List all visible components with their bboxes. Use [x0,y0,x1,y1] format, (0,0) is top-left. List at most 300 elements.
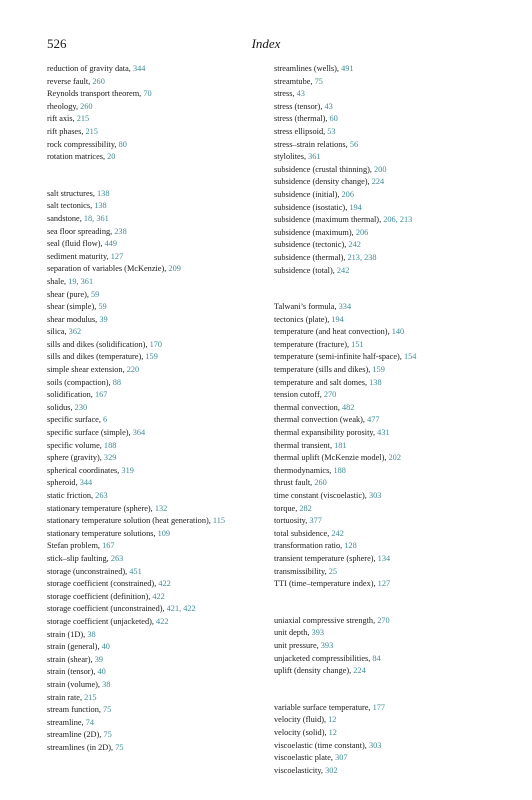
page-reference-link[interactable]: 260 [92,76,105,86]
index-term: storage coefficient (definition), [47,591,151,601]
index-entry [274,151,504,164]
page-reference-link[interactable]: 84 [372,653,381,663]
index-entry [274,88,504,101]
index-entry [274,765,504,778]
index-term: subsidence (maximum), [274,227,354,237]
page-reference-link[interactable]: 115 [212,516,226,526]
index-term: uniaxial compressive strength, [274,615,376,625]
index-entry [47,692,257,705]
index-term: stream function, [47,705,101,715]
group-separator [274,277,504,301]
index-term: shale, [47,276,67,286]
index-term: temperature (semi-infinite half-space), [274,352,402,362]
page-reference-link[interactable]: 224 [371,177,385,187]
index-term: stress ellipsoid, [274,126,326,136]
page-reference-link[interactable]: 477 [367,415,380,425]
index-term: separation of variables (McKenzie), [47,264,167,274]
page-reference-link[interactable]: 238 [114,226,127,236]
index-term: rotation matrices, [47,152,106,162]
page-reference-link[interactable]: 422 [158,579,171,589]
page-reference-link[interactable]: 170 [149,339,163,349]
index-entry [47,629,257,642]
index-entry [274,126,504,139]
page-reference-link[interactable]: 260 [314,478,327,488]
page-reference-link[interactable]: 74 [85,717,95,727]
index-entry [274,640,504,653]
page-reference-link[interactable]: 200 [374,164,387,174]
page-reference-link[interactable]: 134 [377,553,391,563]
index-column-right [274,63,504,777]
index-term: streamlines (in 2D), [47,742,114,752]
index-entry [274,540,504,553]
page-reference-link[interactable]: 206 [355,227,369,237]
page-reference-link[interactable]: 303 [368,491,382,500]
page-reference-link[interactable]: 88 [112,377,121,387]
page-reference-link[interactable]: 154 [403,352,417,362]
index-entry [47,139,257,152]
index-term: thermal convection, [274,402,340,412]
running-title: Index [251,36,281,51]
page-reference-link[interactable]: 451 [129,566,142,576]
index-entry [274,301,504,314]
index-term: viscoelastic (time constant), [274,740,367,750]
page-reference-link[interactable]: 43 [296,89,305,99]
index-term: transformation ratio, [274,541,343,551]
index-term: sphere (gravity), [47,453,102,463]
index-term: thermal transient, [274,440,333,450]
page-reference-link[interactable]: 422 [156,616,169,626]
index-entry [47,679,257,692]
index-entry [47,540,257,553]
index-term: variable surface temperature, [274,702,371,712]
page-reference-link[interactable]: 167 [102,541,115,551]
index-entry [47,490,257,503]
index-term: TTI (time–temperature index), [274,579,376,589]
index-entry [47,251,257,264]
index-entry [274,503,504,516]
index-term: simple shear extension, [47,365,125,375]
page-reference-link[interactable]: 362 [68,327,82,337]
index-term: velocity (fluid), [274,715,327,725]
index-term: sandstone, [47,213,82,223]
index-term: stick–slip faulting, [47,553,109,563]
index-entry [47,88,257,101]
index-term: strain (1D), [47,629,86,639]
page-reference-link[interactable]: 188 [103,440,117,450]
page-reference-link[interactable]: 12 [328,715,337,725]
index-entry [274,252,504,265]
page-reference-link[interactable]: 132 [154,503,168,513]
index-entry [274,727,504,740]
index-entry [47,704,257,717]
index-entry [274,101,504,114]
index-term: uplift (density change), [274,666,352,676]
index-entry [274,164,504,177]
index-entry [47,377,257,390]
index-entry [274,189,504,202]
page-reference-link[interactable]: 25 [328,566,338,576]
page-reference-link[interactable]: 206 [341,189,354,199]
index-entry [274,477,504,490]
page-reference-link[interactable]: 43 [324,101,333,111]
page-reference-link[interactable]: 80 [118,139,127,149]
index-entry [47,742,257,755]
index-term: thermodynamics, [274,465,332,475]
index-entry [47,641,257,654]
index-term: sills and dikes (temperature), [47,352,144,362]
page-reference-link[interactable]: 215 [84,692,97,702]
index-term: strain rate, [47,692,83,702]
index-entry [274,402,504,415]
page-reference-link[interactable]: 177 [372,702,386,712]
index-entry [274,427,504,440]
index-entry [47,427,257,440]
page-reference-link[interactable]: 188 [333,465,346,475]
index-entry [274,377,504,390]
index-term: stationary temperature (sphere), [47,503,153,513]
index-entry [274,566,504,579]
index-column-left [47,63,257,754]
page-reference-link[interactable]: 215 [85,126,98,136]
page-reference-link[interactable]: 194 [331,314,344,324]
index-term: reduction of gravity data, [47,64,131,73]
index-term: salt tectonics, [47,201,93,211]
index-entry [274,440,504,453]
index-entry [274,653,504,666]
page-reference-link[interactable]: 242 [348,240,361,250]
index-entry [274,239,504,252]
page-reference-link[interactable]: 109 [157,528,171,538]
page-reference-link[interactable]: 393 [320,640,334,650]
page-reference-link[interactable]: 38 [87,629,96,639]
index-term: stress–strain relations, [274,139,348,149]
page-reference-link[interactable]: 181 [334,440,347,450]
page-reference-link[interactable]: 482 [341,402,355,412]
index-term: streamline (2D), [47,730,102,740]
page-reference-link[interactable]: 39 [94,654,103,664]
page-reference-link[interactable]: 422 [152,591,165,601]
page-reference-link[interactable]: 20 [107,152,116,162]
index-entry [47,289,257,302]
page-reference-link[interactable]: 215 [76,114,90,124]
index-term: stress (thermal), [274,114,328,124]
index-term: rheology, [47,101,79,111]
page-reference-link[interactable]: 270 [377,615,390,625]
index-term: thrust fault, [274,478,313,488]
page-reference-link[interactable]: 263 [110,553,124,563]
page-reference-link[interactable]: 361 [308,152,321,162]
page-reference-link[interactable]: 159 [372,365,385,375]
page-reference-link[interactable]: 213, 238 [347,252,377,262]
page-reference-link[interactable]: 159 [145,352,158,362]
index-term: tension cutoff, [274,390,322,400]
page-reference-link[interactable]: 18, 361 [83,213,109,223]
index-entry [47,566,257,579]
index-entry [47,188,257,201]
page-reference-link[interactable]: 334 [338,302,352,312]
index-entry [47,729,257,742]
index-entry [47,238,257,251]
page-reference-link[interactable]: 242 [331,528,344,538]
index-term: subsidence (maximum thermal), [274,215,382,225]
page-reference-link[interactable]: 128 [344,541,357,551]
page-reference-link[interactable]: 263 [95,491,108,500]
index-entry [274,578,504,591]
page-reference-link[interactable]: 127 [110,251,124,261]
page-reference-link[interactable]: 242 [336,265,350,275]
page-reference-link[interactable]: 282 [299,503,312,513]
page-reference-link[interactable]: 303 [368,740,382,750]
index-term: streamtube, [274,76,313,86]
index-entry [274,113,504,126]
page-reference-link[interactable]: 59 [98,302,107,312]
page-reference-link[interactable]: 449 [104,239,118,249]
page-reference-link[interactable]: 40 [101,642,110,652]
index-term: time constant (viscoelastic), [274,491,367,500]
page-reference-link[interactable]: 319 [121,465,134,475]
index-term: rock compressibility, [47,139,117,149]
index-term: temperature (fracture), [274,339,350,349]
page-reference-link[interactable]: 40 [97,667,106,677]
index-entry [47,326,257,339]
index-term: solidus, [47,402,73,412]
index-term: temperature (sills and dikes), [274,365,371,375]
index-term: temperature and salt domes, [274,377,368,387]
page-reference-link[interactable]: 260 [80,101,93,111]
index-term: shear (pure), [47,289,89,299]
page-reference-link[interactable]: 38 [102,679,111,689]
index-term: reverse fault, [47,76,91,86]
page-reference-link[interactable]: 59 [91,289,100,299]
index-entry [47,151,257,164]
page-reference-link[interactable]: 393 [311,628,325,638]
index-entry [47,339,257,352]
index-entry [47,402,257,415]
index-term: spheroid, [47,478,78,488]
index-entry [47,200,257,213]
index-term: subsidence (isostatic), [274,202,348,212]
index-term: temperature (and heat convection), [274,327,390,337]
index-entry [47,101,257,114]
index-entry [47,226,257,239]
page-reference-link[interactable]: 70 [143,89,152,99]
index-term: transmissibility, [274,566,327,576]
index-term: Talwani’s formula, [274,302,337,312]
index-entry [47,553,257,566]
index-term: silica, [47,327,67,337]
index-entry [47,578,257,591]
index-term: subsidence (total), [274,265,335,275]
group-separator [274,678,504,702]
index-entry [47,301,257,314]
page-reference-link[interactable]: 377 [309,516,322,526]
page-reference-link[interactable]: 140 [391,327,405,337]
index-entry [274,326,504,339]
page-reference-link[interactable]: 209 [168,264,181,274]
page-reference-link[interactable]: 53 [327,126,336,136]
index-term: transient temperature (sphere), [274,553,376,563]
index-term: subsidence (tectonic), [274,240,347,250]
index-term: streamlines (wells), [274,64,339,73]
index-entry [274,265,504,278]
index-term: velocity (solid), [274,727,327,737]
index-term: solidification, [47,390,93,400]
index-entry [47,126,257,139]
index-entry [47,389,257,402]
index-term: rift axis, [47,114,75,124]
index-entry [274,465,504,478]
index-term: unjacketed compressibilities, [274,653,371,663]
page-reference-link[interactable]: 307 [335,753,348,763]
index-entry [274,176,504,189]
index-entry [274,364,504,377]
page-number: 526 [47,36,67,51]
index-term: tortuosity, [274,516,308,526]
page-reference-link[interactable]: 39 [99,314,108,324]
page-reference-link[interactable]: 151 [351,339,364,349]
page-reference-link[interactable]: 75 [103,705,112,715]
page-reference-link[interactable]: 230 [74,402,88,412]
index-entry [47,314,257,327]
index-term: storage coefficient (constrained), [47,579,157,589]
index-term: strain (shear), [47,654,93,664]
index-entry [274,752,504,765]
index-entry [274,339,504,352]
index-term: static friction, [47,491,94,500]
index-entry [47,465,257,478]
page-reference-link[interactable]: 344 [79,478,93,488]
index-term: Reynolds transport theorem, [47,89,142,99]
index-entry [274,452,504,465]
index-entry [274,665,504,678]
page-reference-link[interactable]: 138 [97,188,110,198]
page-reference-link[interactable]: 202 [388,453,401,463]
index-entry [47,76,257,89]
index-entry [47,515,257,528]
index-entry [274,490,504,503]
index-entry [274,76,504,89]
index-term: specific volume, [47,440,102,450]
page-reference-link[interactable]: 344 [132,64,146,73]
page-reference-link[interactable]: 56 [349,139,359,149]
index-term: specific surface, [47,415,101,425]
index-entry [47,591,257,604]
index-entry [47,213,257,226]
page-reference-link[interactable]: 224 [353,666,366,676]
index-entry [47,351,257,364]
index-entry [47,528,257,541]
page-reference-link[interactable]: 206, 213 [383,215,413,225]
index-entry [274,414,504,427]
page-reference-link[interactable]: 6 [102,415,108,425]
group-separator [274,591,504,615]
page-reference-link[interactable]: 138 [369,377,382,387]
index-entry [274,227,504,240]
index-term: stationary temperature solution (heat generation), [47,516,211,526]
index-term: stress (tensor), [274,101,323,111]
index-term: seal (fluid flow), [47,239,103,249]
page-reference-link[interactable]: 431 [377,428,390,438]
page-reference-link[interactable]: 421, 422 [166,604,196,614]
page-reference-link[interactable]: 329 [103,453,117,463]
index-term: thermal expansibility porosity, [274,428,376,438]
index-entry [274,314,504,327]
page-reference-link[interactable]: 302 [325,765,338,775]
index-entry [274,214,504,227]
index-entry [47,603,257,616]
index-term: sea floor spreading, [47,226,113,236]
index-term: subsidence (crustal thinning), [274,164,372,174]
page-reference-link[interactable]: 127 [377,579,391,589]
index-term: salt structures, [47,188,95,198]
page-reference-link[interactable]: 138 [94,201,107,211]
index-term: sills and dikes (solidification), [47,339,148,349]
page-reference-link[interactable]: 75 [103,730,112,740]
index-term: unit pressure, [274,640,319,650]
page-reference-link[interactable]: 270 [323,390,337,400]
page-reference-link[interactable]: 194 [349,202,362,212]
index-entry [274,740,504,753]
index-term: spherical coordinates, [47,465,120,475]
index-term: storage (unconstrained), [47,566,128,576]
index-term: soils (compaction), [47,377,111,387]
index-term: total subsidence, [274,528,330,538]
index-entry [47,440,257,453]
index-entry [274,627,504,640]
page-reference-link[interactable]: 491 [341,64,354,73]
group-separator [47,164,257,188]
index-term: specific surface (simple), [47,428,131,438]
index-entry [47,717,257,730]
index-term: torque, [274,503,298,513]
page-reference-link[interactable]: 364 [132,428,146,438]
index-entry [47,364,257,377]
index-term: thermal uplift (McKenzie model), [274,453,387,463]
index-term: streamline, [47,717,84,727]
index-term: viscoelasticity, [274,765,323,775]
index-entry [47,113,257,126]
page-reference-link[interactable]: 19, 361 [68,276,94,286]
index-entry [274,389,504,402]
page-reference-link[interactable]: 167 [94,390,108,400]
index-entry [274,702,504,715]
index-entry [274,553,504,566]
index-term: sediment maturity, [47,251,109,261]
index-entry [47,666,257,679]
page-reference-link[interactable]: 75 [314,76,323,86]
index-entry [47,263,257,276]
index-entry [47,503,257,516]
index-term: storage coefficient (unjacketed), [47,616,154,626]
index-entry [47,276,257,289]
index-entry [274,528,504,541]
index-term: subsidence (thermal), [274,252,346,262]
index-entry [47,414,257,427]
page-reference-link[interactable]: 75 [115,742,124,752]
index-term: thermal convection (weak), [274,415,365,425]
index-term: viscoelastic plate, [274,753,333,763]
index-term: strain (tensor), [47,667,96,677]
index-entry [274,139,504,152]
page-reference-link[interactable]: 12 [328,727,337,737]
index-term: tectonics (plate), [274,314,330,324]
index-term: subsidence (initial), [274,189,340,199]
page-reference-link[interactable]: 60 [329,114,338,124]
index-term: stylolites, [274,152,307,162]
index-term: shear (simple), [47,302,97,312]
page-reference-link[interactable]: 220 [126,365,140,375]
index-term: Stefan problem, [47,541,100,551]
